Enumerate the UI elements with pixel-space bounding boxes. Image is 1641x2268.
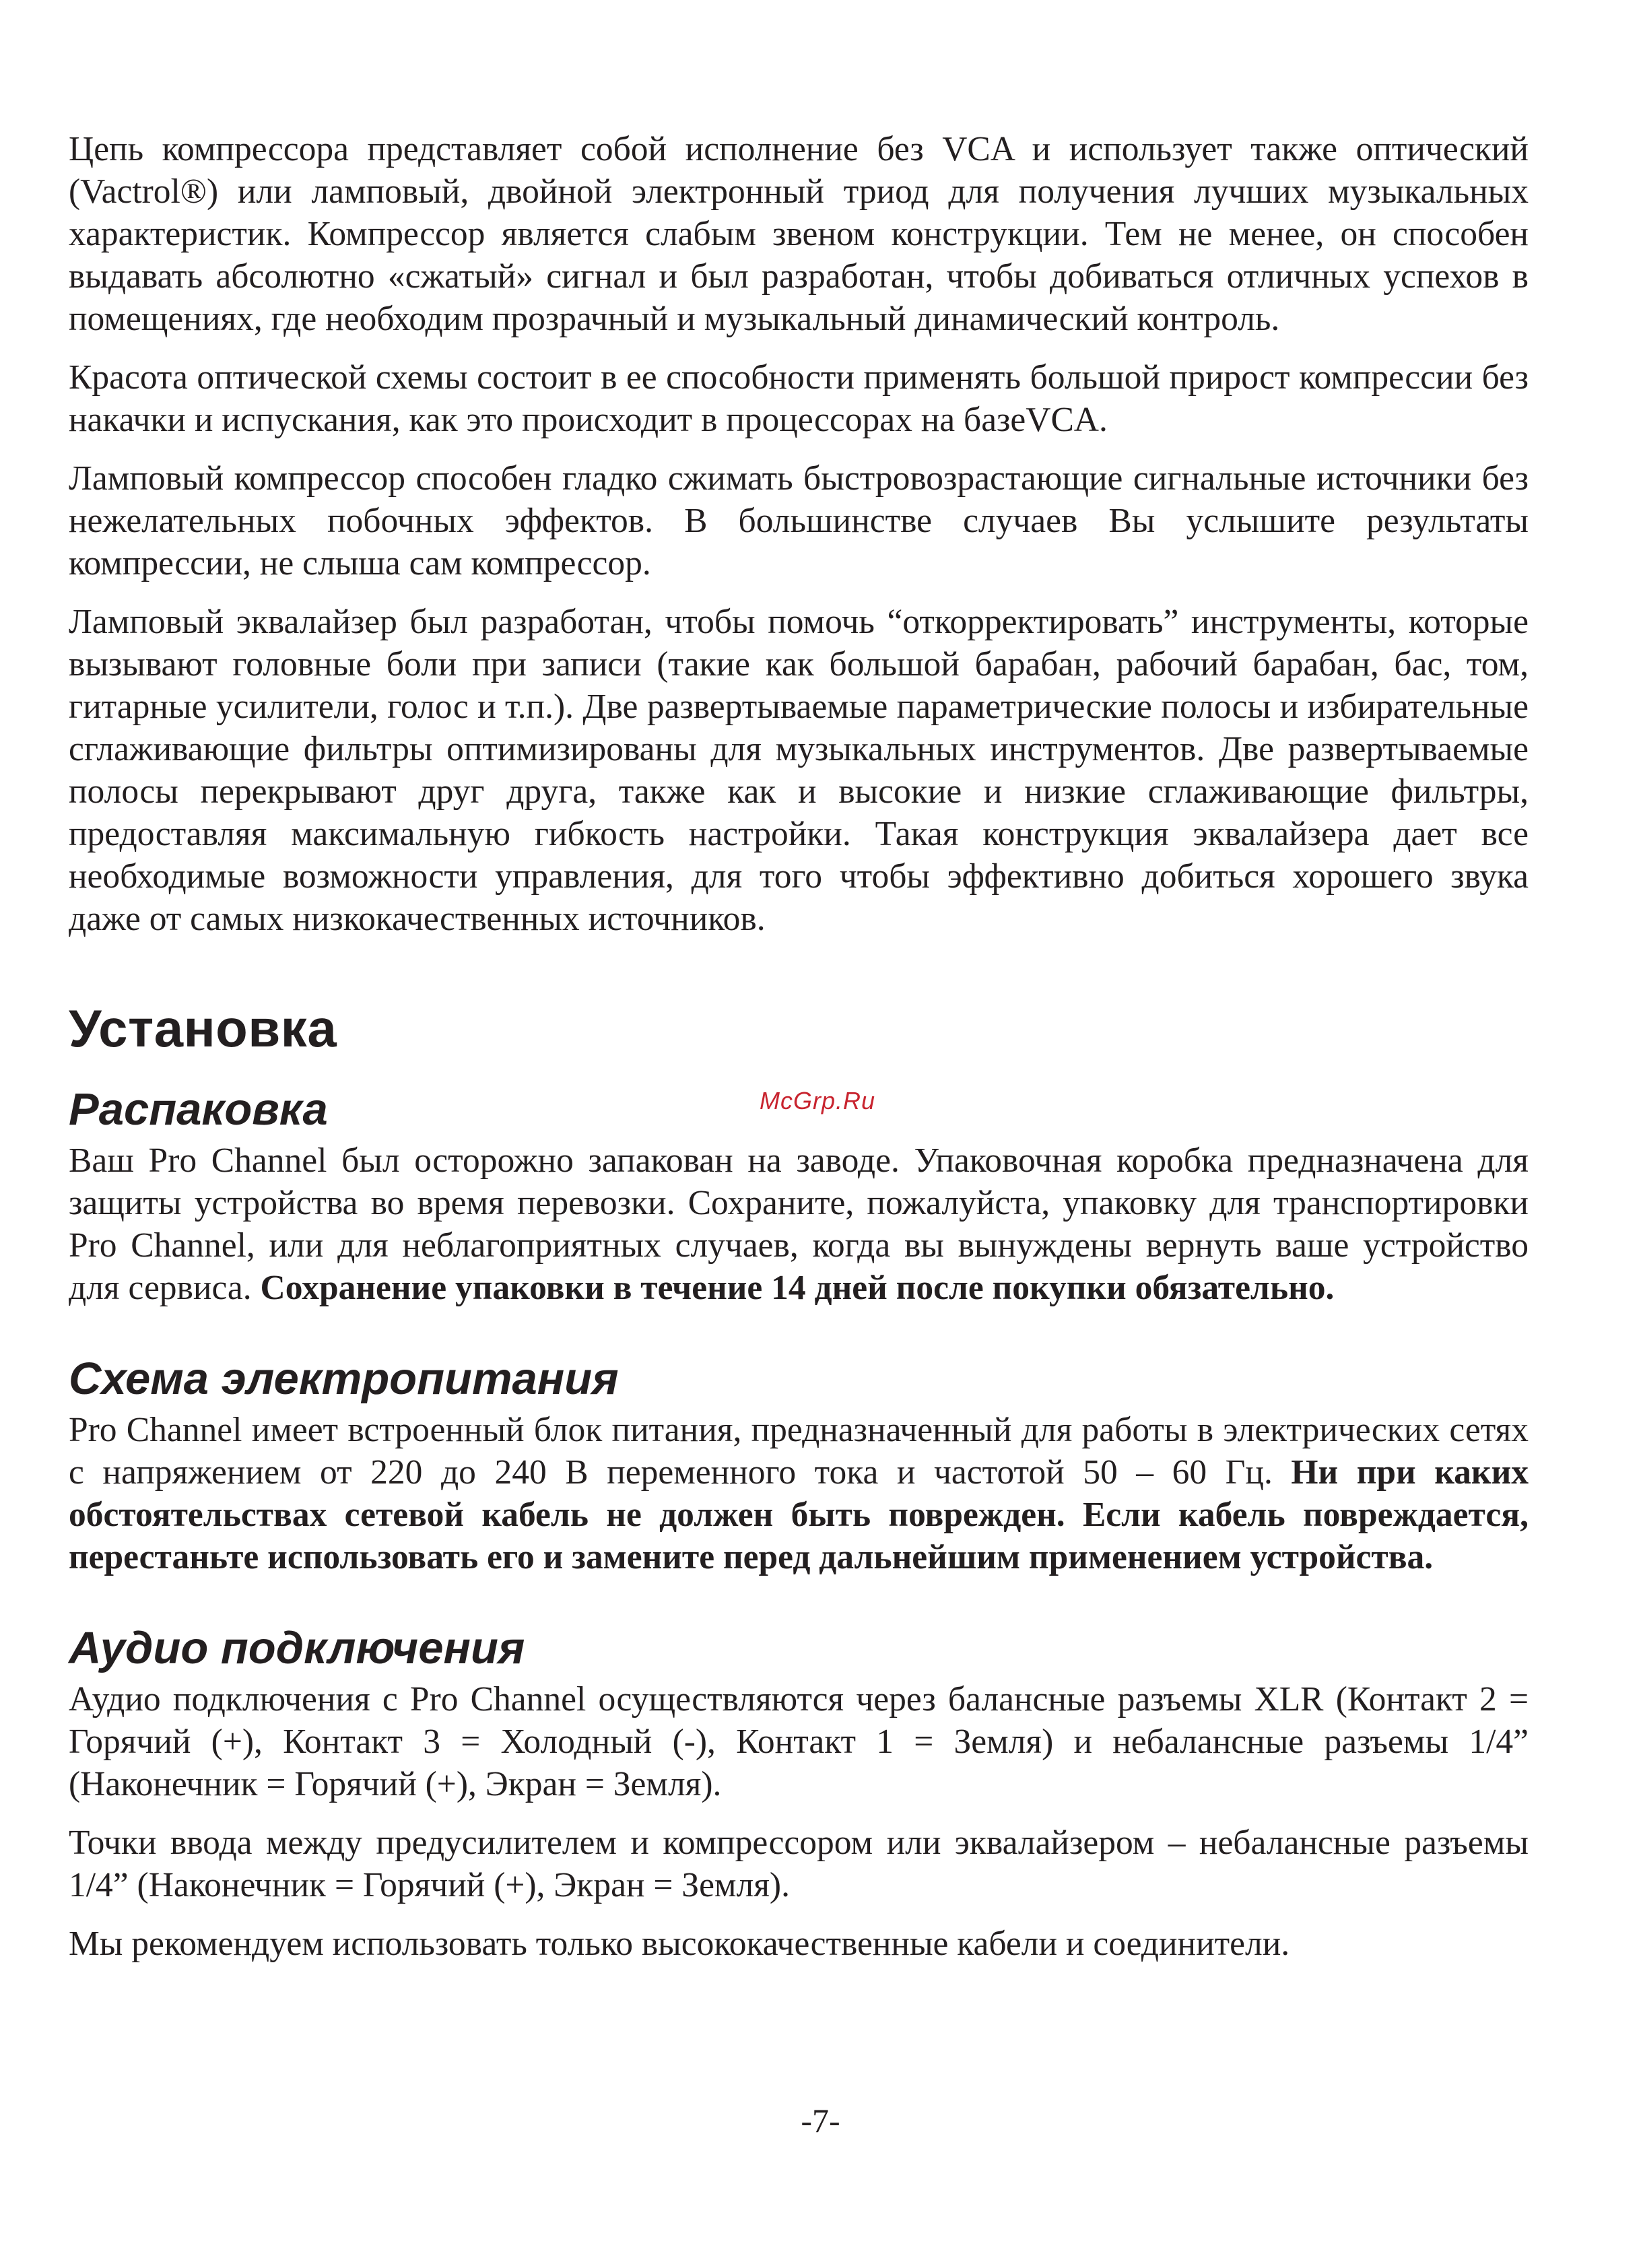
audio-paragraph-1: Аудио подключения с Pro Channel осуществляются через балансные разъемы XLR (Контакт 2 = Горячий (+), Контакт 3 = Холодный (-), Контакт 1 = Земля) и небалансные разъемы 1/4” (Наконечник = Горячий (+), Экран = Земля). (69, 1680, 1529, 1803)
intro-paragraph-1: Цепь компрессора представляет собой исполнение без VCA и использует также оптический (Vactrol®) или ламповый, двойной электронный триод для получения лучших музыкальных характеристик. Компрессор является слабым звеном конструкции. Тем не менее, он способен выдавать абсолютно «сжатый» сигнал и был разработан, чтобы добиваться отличных успехов в помещениях, где необходим прозрачный и музыкальный динамический контроль. (69, 130, 1529, 338)
intro-paragraph-2: Красота оптической схемы состоит в ее способности применять большой прирост компрессии без накачки и испускания, как это происходит в процессорах на базеVCA. (69, 358, 1529, 439)
section-title-installation: Установка (69, 999, 337, 1058)
intro-paragraph-4: Ламповый эквалайзер был разработан, чтобы помочь “откорректировать” инструменты, которые вызывают головные боли при записи (такие как большой барабан, рабочий барабан, бас, том, гитарные усилители, голос и т.п.). Две развертываемые параметрические полосы и избирательные сглаживающие фильтры оптимизированы для музыкальных инструментов. Две развертываемые полосы перекрывают друг друга, также как и высокие и низкие сглаживающие фильтры, предоставляя максимальную гибкость настройки. Такая конструкция эквалайзера дает все необходимые возможности управления, для того чтобы эффективно добиться хорошего звука даже от самых низкокачественных источников. (69, 603, 1529, 938)
audio-paragraph-2: Точки ввода между предусилителем и компрессором или эквалайзером – небалансные разъемы 1/4” (Наконечник = Горячий (+), Экран = Земля). (69, 1824, 1529, 1904)
unpacking-bold-note: Сохранение упаковки в течение 14 дней после покупки обязательно. (260, 1269, 1335, 1307)
unpacking-paragraph (69, 1139, 1529, 1309)
watermark-link[interactable]: McGrp.Ru (760, 1087, 876, 1114)
subsection-title-unpacking: Распаковка (69, 1084, 328, 1135)
power-bold-warning: Ни при каких обстоятельствах сетевой кабель не должен быть поврежден. Если кабель повреждается, перестаньте использовать его и замените перед дальнейшим применением устройства. (69, 1453, 1529, 1576)
page-number: -7- (801, 2102, 840, 2139)
audio-paragraph-3: Мы рекомендуем использовать только высококачественные кабели и соединители. (69, 1925, 1290, 1963)
power-text: Pro Channel имеет встроенный блок питания, предназначенный для работы в электрических сетях с напряжением от 220 до 240 В переменного тока и частотой 50 – 60 Гц. (69, 1411, 1529, 1492)
intro-paragraph-3: Ламповый компрессор способен гладко сжимать быстровозрастающие сигнальные источники без нежелательных побочных эффектов. В большинстве случаев Вы услышите результаты компрессии, не слыша сам компрессор. (69, 459, 1529, 582)
unpacking-text: Ваш Pro Channel был осторожно запакован на заводе. Упаковочная коробка предназначена для защиты устройства во время перевозки. Сохраните, пожалуйста, упаковку для транспортировки Pro Channel, или для неблагоприятных случаев, когда вы вынуждены вернуть ваше устройство для сервиса. (69, 1141, 1529, 1307)
subsection-title-power: Схема электропитания (69, 1354, 619, 1404)
document-page (69, 128, 1529, 1965)
subsection-title-audio: Аудио подключения (69, 1623, 525, 1673)
power-paragraph (69, 1409, 1529, 1578)
